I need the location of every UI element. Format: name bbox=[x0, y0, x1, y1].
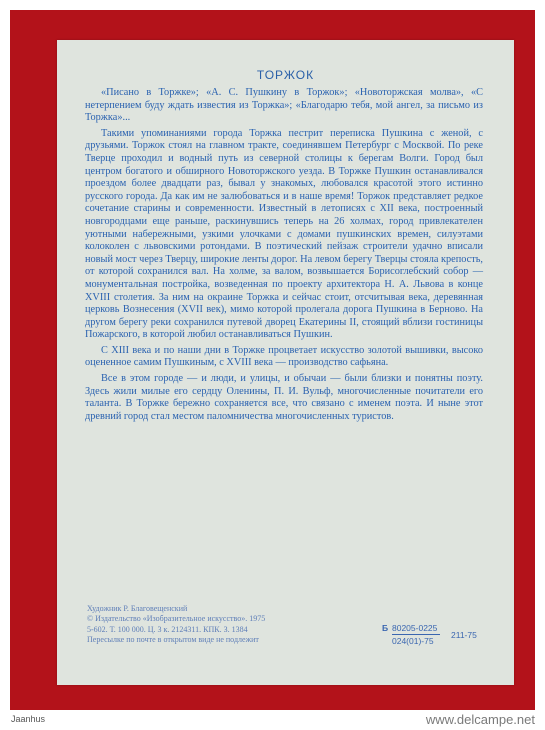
imprint-line-publisher: © Издательство «Изобразительное искусство». 1975 bbox=[87, 614, 266, 624]
seller-name: Jaanhus bbox=[11, 714, 46, 724]
postcard bbox=[57, 40, 514, 685]
code-letter: Б bbox=[382, 623, 389, 633]
code-denominator: 024(01)-75 bbox=[392, 636, 434, 646]
code-numerator: 80205-0225 bbox=[392, 623, 438, 633]
body-paragraph: Такими упоминаниями города Торжка пестрит переписка Пушкина с женой, с друзьями. Торжок стоял на главном тракте, соединявшем Петербург с Москвой. По реке Тверце проходил и водный путь из северной столицы к берегам Волги. Город был центром богатого и обширного Новоторжского уезда. В Торжке Пушкин останавливался проездом более двадцати раз, бывал у знакомых, любовался красотой этого истинно русского города. Да как им не залюбоваться и в наше время! Торжок представляет редкое сочетание старины и современности. Известный в летописях с XII века, построенный новгородцами еще раньше, раскинувшись теперь на 26 холмах, город привлекателен уютными набережными, узкими улочками с домами пушкинских времен, силуэтами колоколен с львовскими ротондами. В поэтический пейзаж строители удачно вписали новый мост через Тверцу, широкие ленты дорог. На левом берегу Тверцы стояла крепость, от которой сохранился вал. На холме, за валом, возвышается Борисоглебский собор — монументальная постройка, возведенная по проекту архитектора Н. А. Львова в конце XVIII столетия. За ним на окраине Торжка и сейчас стоит, отсчитывая века, деревянная церковь Вознесения (XVII век), мимо которой пролегала дорога Пушкина в Берново. На другом берегу реки сохранился путевой дворец Екатерины II, стоящий вблизи гостиницы Пожарского, в которой любил останавливаться Пушкин. bbox=[85, 127, 483, 341]
body-paragraph: «Писано в Торжке»; «А. С. Пушкину в Торжок»; «Новоторжская молва», «С нетерпением буду ждать известия из Торжка»; «Благодарю тебя, мой ангел, за письмо из Торжка»... bbox=[85, 87, 483, 124]
body-paragraph: С XIII века и по наши дни в Торжке процветает искусство золотой вышивки, высоко оцененное самим Пушкиным, с XVIII века — производство сафьяна. bbox=[85, 344, 483, 369]
watermark-footer bbox=[0, 712, 545, 730]
body-paragraph: Все в этом городе — и люди, и улицы, и обычаи — были близки и понятны поэту. Здесь жили милые его сердцу Оленины, П. И. Вульф, многочисленные почитатели его таланта. В Торжке бережно сохраняется все, что связано с именем поэта. И ныне этот древний город стал местом паломничества многочисленных туристов. bbox=[85, 373, 483, 422]
publisher-imprint bbox=[87, 604, 377, 646]
imprint-line-mail-note: Пересылке по почте в открытом виде не подлежит bbox=[87, 635, 259, 645]
card-title: ТОРЖОК bbox=[256, 68, 315, 82]
site-watermark: www.delcampe.net bbox=[425, 712, 535, 727]
card-body-text bbox=[85, 87, 483, 426]
imprint-line-artist: Художник Р. Благовещенский bbox=[87, 604, 188, 613]
code-suffix: 211-75 bbox=[451, 630, 477, 640]
code-fraction-line bbox=[392, 634, 440, 635]
imprint-line-print-data: 5-602. Т. 100 000. Ц. 3 к. 2124311. КПК. З. 1384 bbox=[87, 624, 248, 634]
